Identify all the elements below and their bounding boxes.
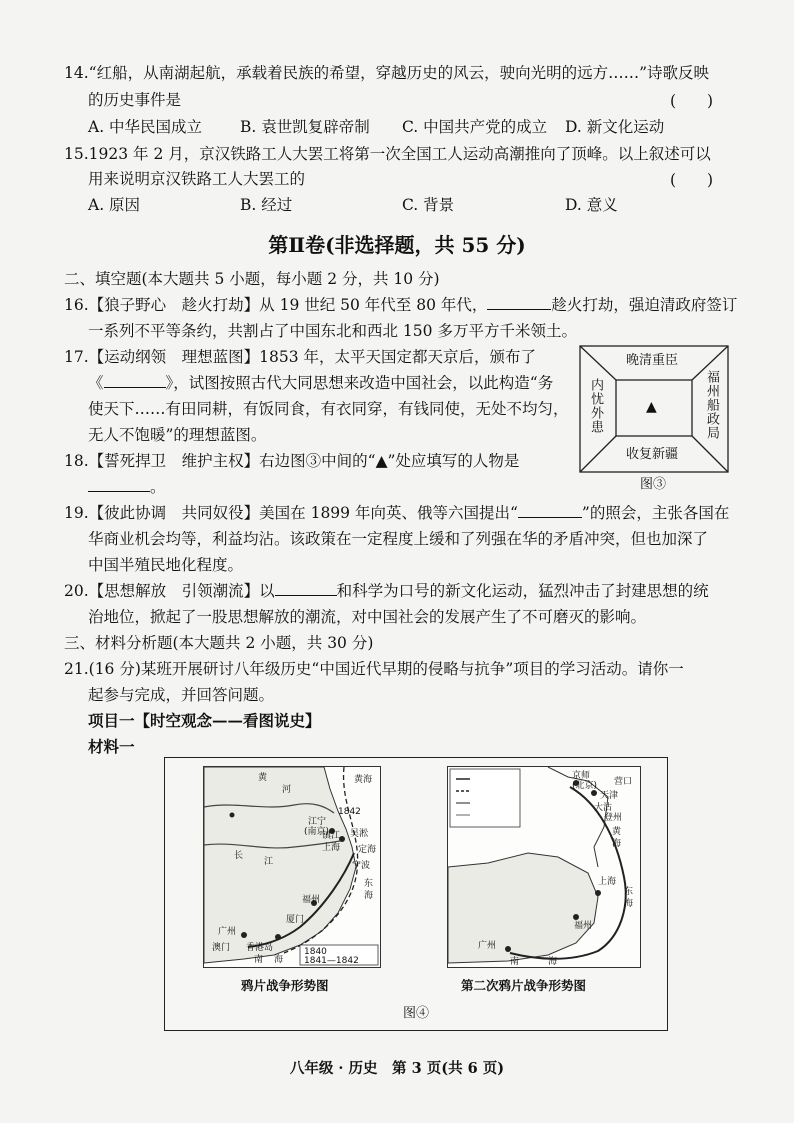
map2-label-tianjin: 天津 <box>600 791 619 801</box>
q18-text-end: 。 <box>150 478 166 496</box>
map2-label-nan: 南 <box>510 957 520 967</box>
map1-label-nan: 南 <box>254 955 264 965</box>
figure-3-bottom-label: 收复新疆 <box>626 447 679 462</box>
map1-legend-1840: 1840 <box>304 947 327 957</box>
q18-answer-blank[interactable] <box>88 476 150 492</box>
q17-line2 <box>88 372 553 394</box>
q20-line1 <box>64 580 709 602</box>
q17-line1: 17.【运动纲领 理想蓝图】1853 年，太平天国定都天京后，颁布了 <box>64 348 537 366</box>
q17-text-b: 》，试图按照古代大同思想来改造中国社会，以此构造“务 <box>165 374 554 392</box>
part3-heading: 三、材料分析题(本大题共 2 小题，共 30 分) <box>64 634 374 652</box>
map2-label-nan-hai: 海 <box>548 957 558 967</box>
q16-text-a: 16.【狼子野心 趁火打劫】从 19 世纪 50 年代至 80 年代， <box>64 296 488 314</box>
q19-line3: 中国半殖民地化程度。 <box>88 556 244 574</box>
figure-3-top-label: 晚清重臣 <box>626 353 679 368</box>
q19-answer-blank[interactable] <box>518 502 582 518</box>
q16-text-b: 趁火打劫，强迫清政府签订 <box>551 296 738 314</box>
q21-line1: 21.(16 分)某班开展研讨八年级历史“中国近代早期的侵略与抗争”项目的学习活动。请你一 <box>64 660 684 678</box>
figure-3-right-label: 福州船政局 <box>704 370 719 440</box>
map1-label-shanghai: 上海 <box>322 843 341 853</box>
map1-label-hongkong: 香港岛 <box>246 943 274 953</box>
figure-3-diagram <box>578 344 730 492</box>
q15-option-b[interactable]: B. 经过 <box>240 196 293 214</box>
figure-4-caption: 图④ <box>402 1006 429 1021</box>
opium-war-map-caption: 鸦片战争形势图 <box>241 978 329 993</box>
map2-label-dong: 东 <box>624 887 634 897</box>
q21-line2: 起参与完成，并回答问题。 <box>88 686 275 704</box>
map2-label-dagu: 大沽 <box>594 803 613 813</box>
q14-option-a[interactable]: A. 中华民国成立 <box>88 118 203 136</box>
q14-option-b[interactable]: B. 袁世凯复辟帝制 <box>240 118 370 136</box>
map2-label-dong-hai: 海 <box>624 899 634 909</box>
map1-label-wusong: 吴淞 <box>350 829 369 839</box>
q19-text-a: 19.【彼此协调 共同奴役】美国在 1899 年向英、俄等六国提出“ <box>64 504 518 522</box>
section2-title: 第Ⅱ卷(非选择题，共 55 分) <box>268 233 526 257</box>
q15-option-a[interactable]: A. 原因 <box>88 196 141 214</box>
q15-option-d[interactable]: D. 意义 <box>565 196 618 214</box>
map2-label-guangzhou: 广州 <box>478 941 497 951</box>
second-opium-war-map <box>447 766 641 968</box>
q15-stem-line1: 15.1923 年 2 月，京汉铁路工人大罢工将第一次全国工人运动高潮推向了顶峰。以上叙述可以 <box>64 145 711 163</box>
map2-label-dengzhou: 登州 <box>604 813 623 823</box>
q17-line3: 使天下……有田同耕，有饭同食，有衣同穿，有钱同使，无处不均匀， <box>88 400 569 418</box>
q15-answer-paren[interactable]: ( ) <box>670 171 714 189</box>
q20-answer-blank[interactable] <box>275 580 337 596</box>
figure-3-center-triangle: ▲ <box>646 399 657 415</box>
map1-label-chang: 长 <box>234 851 244 861</box>
map1-label-dinghai: 定海 <box>358 845 377 855</box>
q17-line4: 无人不饱暖”的理想蓝图。 <box>88 426 267 444</box>
second-opium-war-map-caption: 第二次鸦片战争形势图 <box>461 978 587 993</box>
q17-answer-blank[interactable] <box>104 372 166 388</box>
map1-label-fuzhou: 福州 <box>302 895 321 905</box>
map1-label-ningbo: 宁波 <box>352 861 371 871</box>
q14-stem-line1: 14.“红船，从南湖起航，承载着民族的希望，穿越历史的风云，驶向光明的远方……”诗歌反映 <box>64 64 710 82</box>
map1-label-yellow-sea: 黄海 <box>354 775 373 785</box>
map1-label-xiamen: 厦门 <box>286 915 305 925</box>
map1-label-jiangning: 江宁 <box>308 817 327 827</box>
q17-text-a: 《 <box>88 374 104 392</box>
figure-3-caption: 图③ <box>640 477 667 492</box>
q14-stem-line2: 的历史事件是 <box>88 91 182 109</box>
opium-war-map <box>203 766 381 968</box>
q15-option-c[interactable]: C. 背景 <box>402 196 455 214</box>
q19-line1 <box>64 502 729 524</box>
part2-heading: 二、填空题(本大题共 5 小题，每小题 2 分，共 10 分) <box>64 270 440 288</box>
page-footer: 八年级 · 历史 第 3 页(共 6 页) <box>289 1060 505 1077</box>
map2-label-yingkou: 营口 <box>614 777 633 787</box>
map2-label-jingshi: 京师 <box>572 771 591 781</box>
map2-label-shanghai: 上海 <box>598 877 617 887</box>
map1-label-he: 河 <box>282 785 292 795</box>
map1-label-jiang: 江 <box>264 857 274 867</box>
q16-answer-blank[interactable] <box>487 294 551 310</box>
q21-project1-heading: 项目一【时空观念——看图说史】 <box>88 711 321 730</box>
q15-stem-line2: 用来说明京汉铁路工人大罢工的 <box>88 170 306 188</box>
q18-line1: 18.【誓死捍卫 维护主权】右边图③中间的“▲”处应填写的人物是 <box>64 452 520 470</box>
map1-legend-1841-1842: 1841—1842 <box>304 956 359 966</box>
q20-text-a: 20.【思想解放 引领潮流】以 <box>64 582 275 600</box>
q18-line2 <box>88 476 166 498</box>
q21-material1-label: 材料一 <box>88 737 135 756</box>
map1-label-dong: 东 <box>364 879 374 889</box>
map2-label-huang: 黄 <box>612 827 622 837</box>
q20-line2: 治地位，掀起了一股思想解放的潮流，对中国社会的发展产生了不可磨灭的影响。 <box>88 608 647 626</box>
q14-answer-paren[interactable]: ( ) <box>670 92 714 110</box>
q16-line1 <box>64 294 737 316</box>
map1-label-macau: 澳门 <box>212 943 231 953</box>
figure-4-maps <box>164 757 668 1031</box>
q19-line2: 华商业机会均等，利益均沾。该政策在一定程度上缓和了列强在华的矛盾冲突，但也加深了 <box>88 530 709 548</box>
map1-label-huang: 黄 <box>258 773 268 783</box>
q14-option-c[interactable]: C. 中国共产党的成立 <box>402 118 548 136</box>
map1-label-zhenjiang: 镇江 <box>322 831 341 841</box>
q16-line2: 一系列不平等条约，共割占了中国东北和西北 150 多万平方千米领土。 <box>88 322 577 340</box>
map2-label-beijing: (北京) <box>572 781 598 791</box>
map2-label-huang-hai: 海 <box>612 839 622 849</box>
figure-3-left-label: 内忧外患 <box>588 378 603 434</box>
q14-option-d[interactable]: D. 新文化运动 <box>565 118 665 136</box>
map1-label-nanjing: (南京) <box>304 827 330 837</box>
map1-label-hai: 海 <box>274 955 284 965</box>
q19-text-b: ”的照会，主张各国在 <box>581 504 730 522</box>
map2-label-fuzhou: 福州 <box>574 921 593 931</box>
map1-label-guangzhou: 广州 <box>218 927 237 937</box>
q20-text-b: 和科学为口号的新文化运动，猛烈冲击了封建思想的统 <box>336 582 709 600</box>
map1-label-1842: 1842 <box>338 807 361 817</box>
map1-label-dong-hai: 海 <box>364 891 374 901</box>
